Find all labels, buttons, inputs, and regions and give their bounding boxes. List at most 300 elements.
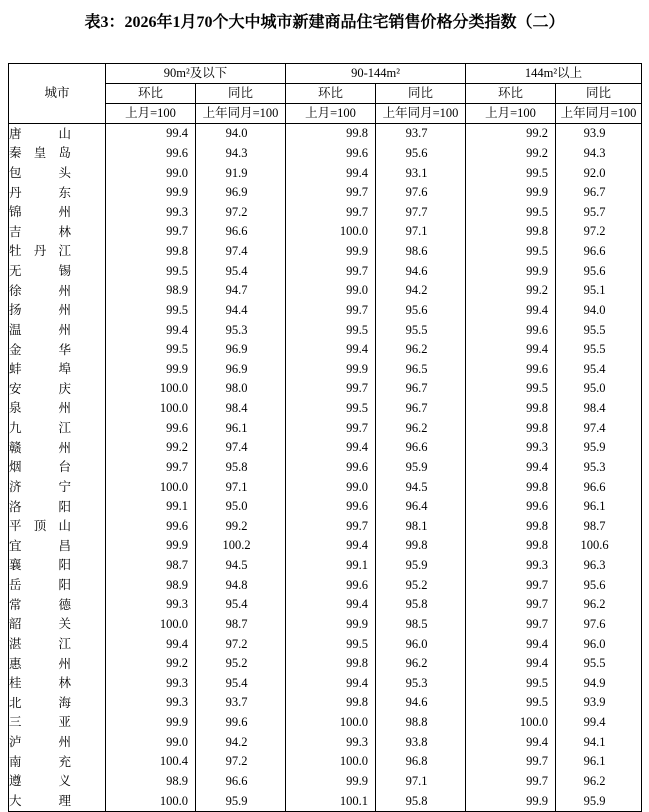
value-cell: 100.0 xyxy=(106,477,196,497)
city-cell xyxy=(9,556,106,576)
value-cell: 94.1 xyxy=(556,732,642,752)
city-name xyxy=(9,537,71,556)
city-name xyxy=(9,341,71,360)
value-cell: 99.7 xyxy=(286,261,376,281)
city-char: 牡 xyxy=(9,244,22,259)
value-cell: 99.8 xyxy=(466,418,556,438)
value-cell: 96.4 xyxy=(376,497,466,517)
city-char: 州 xyxy=(58,303,71,318)
table-row xyxy=(9,320,642,340)
city-name xyxy=(9,144,71,163)
city-name xyxy=(9,223,71,242)
value-cell: 99.5 xyxy=(106,261,196,281)
value-cell: 95.7 xyxy=(556,203,642,223)
value-cell: 92.0 xyxy=(556,163,642,183)
value-cell: 99.4 xyxy=(466,301,556,321)
city-char: 唐 xyxy=(9,126,22,141)
table-row xyxy=(9,261,642,281)
value-cell: 99.0 xyxy=(106,732,196,752)
city-char: 州 xyxy=(58,283,71,298)
city-char: 林 xyxy=(58,676,71,691)
city-char: 庆 xyxy=(58,381,71,396)
value-cell: 94.9 xyxy=(556,674,642,694)
city-char: 州 xyxy=(58,401,71,416)
city-cell xyxy=(9,320,106,340)
value-cell: 99.8 xyxy=(376,536,466,556)
city-char: 南 xyxy=(9,754,22,769)
city-cell xyxy=(9,418,106,438)
city-cell xyxy=(9,654,106,674)
city-name xyxy=(9,360,71,379)
value-cell: 99.7 xyxy=(106,222,196,242)
value-cell: 98.0 xyxy=(196,379,286,399)
value-cell: 99.6 xyxy=(106,418,196,438)
city-char: 山 xyxy=(58,126,71,141)
value-cell: 99.2 xyxy=(466,281,556,301)
value-cell: 96.7 xyxy=(376,399,466,419)
city-cell xyxy=(9,497,106,517)
table-row xyxy=(9,634,642,654)
value-cell: 96.2 xyxy=(556,772,642,792)
table-row xyxy=(9,575,642,595)
value-cell: 97.4 xyxy=(196,242,286,262)
city-char: 德 xyxy=(58,597,71,612)
city-name xyxy=(9,556,71,575)
value-cell: 97.4 xyxy=(556,418,642,438)
value-cell: 98.7 xyxy=(196,615,286,635)
value-cell: 98.5 xyxy=(376,615,466,635)
value-cell: 96.1 xyxy=(196,418,286,438)
city-name xyxy=(9,262,71,281)
value-cell: 95.3 xyxy=(556,458,642,478)
city-char: 阳 xyxy=(58,558,71,573)
city-name xyxy=(9,125,71,144)
sub-header-yoy: 同比 xyxy=(376,84,466,104)
value-cell: 99.9 xyxy=(286,615,376,635)
city-char: 韶 xyxy=(9,617,22,632)
value-cell: 95.4 xyxy=(196,674,286,694)
value-cell: 99.3 xyxy=(106,674,196,694)
table-row xyxy=(9,222,642,242)
city-char: 义 xyxy=(58,774,71,789)
table-row xyxy=(9,163,642,183)
value-cell: 99.7 xyxy=(466,595,556,615)
value-cell: 94.2 xyxy=(376,281,466,301)
value-cell: 99.3 xyxy=(466,556,556,576)
city-cell xyxy=(9,713,106,733)
value-cell: 99.2 xyxy=(106,654,196,674)
city-name xyxy=(9,772,71,791)
base-header-mom: 上月=100 xyxy=(286,104,376,124)
city-char: 林 xyxy=(58,224,71,239)
city-char: 安 xyxy=(9,381,22,396)
base-header-yoy: 上年同月=100 xyxy=(196,104,286,124)
city-cell xyxy=(9,634,106,654)
table-row xyxy=(9,124,642,144)
city-char: 北 xyxy=(9,695,22,710)
city-cell xyxy=(9,124,106,144)
city-name xyxy=(9,635,71,654)
value-cell: 95.6 xyxy=(556,261,642,281)
city-char: 丹 xyxy=(33,244,47,259)
value-cell: 99.8 xyxy=(286,124,376,144)
value-cell: 99.7 xyxy=(466,615,556,635)
value-cell: 94.4 xyxy=(196,301,286,321)
value-cell: 99.0 xyxy=(106,163,196,183)
city-cell xyxy=(9,203,106,223)
value-cell: 98.4 xyxy=(556,399,642,419)
city-char: 遵 xyxy=(9,774,22,789)
price-index-table xyxy=(8,63,642,812)
value-cell: 95.2 xyxy=(376,575,466,595)
table-row xyxy=(9,674,642,694)
value-cell: 94.0 xyxy=(556,301,642,321)
city-char: 九 xyxy=(9,421,22,435)
city-name xyxy=(9,164,71,183)
city-name xyxy=(9,713,71,732)
value-cell: 99.5 xyxy=(466,163,556,183)
value-cell: 100.0 xyxy=(106,379,196,399)
value-cell: 99.5 xyxy=(466,693,556,713)
city-char: 丹 xyxy=(9,185,22,200)
value-cell: 96.5 xyxy=(376,360,466,380)
city-char: 赣 xyxy=(9,440,22,455)
city-name xyxy=(9,498,71,517)
city-char: 襄 xyxy=(9,558,22,573)
value-cell: 99.6 xyxy=(106,144,196,164)
value-cell: 99.3 xyxy=(466,438,556,458)
value-cell: 100.2 xyxy=(196,536,286,556)
value-cell: 99.9 xyxy=(466,261,556,281)
value-cell: 95.5 xyxy=(376,320,466,340)
value-cell: 99.1 xyxy=(106,497,196,517)
table-row xyxy=(9,536,642,556)
value-cell: 96.6 xyxy=(556,477,642,497)
value-cell: 99.7 xyxy=(466,772,556,792)
value-cell: 95.6 xyxy=(376,144,466,164)
city-char: 江 xyxy=(58,244,71,259)
value-cell: 98.8 xyxy=(376,713,466,733)
value-cell: 99.4 xyxy=(466,634,556,654)
value-cell: 100.0 xyxy=(286,752,376,772)
value-cell: 99.6 xyxy=(286,144,376,164)
value-cell: 94.5 xyxy=(196,556,286,576)
value-cell: 99.4 xyxy=(466,340,556,360)
table-row xyxy=(9,183,642,203)
value-cell: 96.1 xyxy=(556,752,642,772)
group-header-90-below: 90m²及以下 xyxy=(106,64,286,84)
value-cell: 99.8 xyxy=(466,517,556,537)
table-row xyxy=(9,791,642,811)
value-cell: 94.5 xyxy=(376,477,466,497)
base-header-mom: 上月=100 xyxy=(466,104,556,124)
value-cell: 93.9 xyxy=(556,693,642,713)
value-cell: 93.7 xyxy=(376,124,466,144)
city-cell xyxy=(9,732,106,752)
city-name xyxy=(9,419,71,438)
value-cell: 96.2 xyxy=(556,595,642,615)
value-cell: 98.9 xyxy=(106,772,196,792)
value-cell: 99.5 xyxy=(466,242,556,262)
value-cell: 94.6 xyxy=(376,261,466,281)
city-name xyxy=(9,478,71,497)
value-cell: 99.4 xyxy=(466,732,556,752)
value-cell: 99.1 xyxy=(286,556,376,576)
value-cell: 99.9 xyxy=(106,183,196,203)
value-cell: 95.9 xyxy=(196,791,286,811)
city-char: 皇 xyxy=(33,146,47,161)
value-cell: 99.6 xyxy=(106,517,196,537)
city-char: 州 xyxy=(58,205,71,220)
value-cell: 96.0 xyxy=(376,634,466,654)
city-char: 亚 xyxy=(58,715,71,730)
value-cell: 99.8 xyxy=(286,654,376,674)
value-cell: 100.6 xyxy=(556,536,642,556)
city-char: 吉 xyxy=(9,224,22,239)
value-cell: 95.4 xyxy=(556,360,642,380)
value-cell: 99.0 xyxy=(286,281,376,301)
value-cell: 96.1 xyxy=(556,497,642,517)
value-cell: 99.7 xyxy=(286,183,376,203)
table-row xyxy=(9,458,642,478)
city-name xyxy=(9,301,71,320)
value-cell: 95.9 xyxy=(376,556,466,576)
value-cell: 99.5 xyxy=(466,203,556,223)
value-cell: 99.5 xyxy=(106,340,196,360)
value-cell: 94.8 xyxy=(196,575,286,595)
city-cell xyxy=(9,791,106,811)
value-cell: 99.3 xyxy=(286,732,376,752)
value-cell: 96.8 xyxy=(376,752,466,772)
city-char: 桂 xyxy=(9,676,22,691)
table-row xyxy=(9,281,642,301)
value-cell: 99.9 xyxy=(106,536,196,556)
value-cell: 96.6 xyxy=(196,772,286,792)
city-name xyxy=(9,458,71,477)
value-cell: 99.7 xyxy=(286,517,376,537)
value-cell: 95.6 xyxy=(376,301,466,321)
value-cell: 93.9 xyxy=(556,124,642,144)
value-cell: 99.0 xyxy=(286,477,376,497)
base-header-mom: 上月=100 xyxy=(106,104,196,124)
value-cell: 98.6 xyxy=(376,242,466,262)
city-cell xyxy=(9,222,106,242)
value-cell: 100.0 xyxy=(286,222,376,242)
city-char: 头 xyxy=(58,165,71,180)
city-name xyxy=(9,439,71,458)
table-row xyxy=(9,399,642,419)
city-char: 锡 xyxy=(58,264,71,278)
value-cell: 99.2 xyxy=(106,438,196,458)
value-cell: 99.8 xyxy=(466,222,556,242)
value-cell: 99.3 xyxy=(106,595,196,615)
table-row xyxy=(9,772,642,792)
value-cell: 99.4 xyxy=(286,438,376,458)
value-cell: 99.4 xyxy=(106,124,196,144)
column-header-city: 城市 xyxy=(9,64,106,124)
city-name xyxy=(9,655,71,674)
value-cell: 99.7 xyxy=(466,575,556,595)
value-cell: 96.2 xyxy=(376,654,466,674)
value-cell: 91.9 xyxy=(196,163,286,183)
value-cell: 99.7 xyxy=(286,301,376,321)
value-cell: 99.9 xyxy=(106,713,196,733)
base-header-yoy: 上年同月=100 xyxy=(556,104,642,124)
city-char: 州 xyxy=(58,322,71,337)
sub-header-yoy: 同比 xyxy=(556,84,642,104)
value-cell: 98.7 xyxy=(556,517,642,537)
city-char: 包 xyxy=(9,165,22,180)
city-name xyxy=(9,674,71,693)
value-cell: 99.6 xyxy=(466,320,556,340)
value-cell: 95.2 xyxy=(196,654,286,674)
value-cell: 97.6 xyxy=(376,183,466,203)
value-cell: 96.2 xyxy=(376,340,466,360)
city-name xyxy=(9,203,71,222)
city-cell xyxy=(9,399,106,419)
value-cell: 96.7 xyxy=(556,183,642,203)
value-cell: 97.2 xyxy=(196,634,286,654)
city-char: 平 xyxy=(9,519,22,534)
value-cell: 98.9 xyxy=(106,281,196,301)
value-cell: 99.2 xyxy=(466,144,556,164)
city-cell xyxy=(9,772,106,792)
value-cell: 99.4 xyxy=(106,634,196,654)
value-cell: 99.9 xyxy=(286,242,376,262)
city-char: 常 xyxy=(9,597,22,612)
city-name xyxy=(9,753,71,772)
city-char: 阳 xyxy=(58,499,71,514)
value-cell: 94.3 xyxy=(196,144,286,164)
sub-header-mom: 环比 xyxy=(466,84,556,104)
table-row xyxy=(9,144,642,164)
city-char: 昌 xyxy=(58,538,71,553)
city-cell xyxy=(9,281,106,301)
city-cell xyxy=(9,340,106,360)
city-char: 埠 xyxy=(58,362,71,377)
city-char: 徐 xyxy=(9,283,22,298)
value-cell: 99.9 xyxy=(286,772,376,792)
city-char: 金 xyxy=(9,342,22,357)
city-char: 无 xyxy=(9,264,22,278)
table-body xyxy=(9,124,642,812)
value-cell: 96.9 xyxy=(196,360,286,380)
city-char: 江 xyxy=(58,636,71,651)
table-row xyxy=(9,752,642,772)
city-char: 锦 xyxy=(9,205,22,220)
value-cell: 95.9 xyxy=(556,791,642,811)
city-name xyxy=(9,615,71,634)
table-header xyxy=(9,64,642,124)
value-cell: 97.2 xyxy=(196,752,286,772)
city-cell xyxy=(9,752,106,772)
value-cell: 99.8 xyxy=(466,399,556,419)
value-cell: 99.7 xyxy=(286,379,376,399)
value-cell: 99.5 xyxy=(286,634,376,654)
city-char: 泸 xyxy=(9,735,22,749)
value-cell: 96.9 xyxy=(196,340,286,360)
city-char: 蚌 xyxy=(9,362,22,377)
city-name xyxy=(9,694,71,713)
value-cell: 95.5 xyxy=(556,654,642,674)
value-cell: 99.5 xyxy=(466,379,556,399)
city-char: 宜 xyxy=(9,538,22,553)
city-char: 泉 xyxy=(9,401,22,416)
value-cell: 100.1 xyxy=(286,791,376,811)
city-char: 州 xyxy=(58,735,71,749)
value-cell: 98.7 xyxy=(106,556,196,576)
value-cell: 99.5 xyxy=(466,674,556,694)
group-header-90-144: 90-144m² xyxy=(286,64,466,84)
value-cell: 99.9 xyxy=(286,360,376,380)
city-char: 东 xyxy=(58,185,71,200)
value-cell: 94.0 xyxy=(196,124,286,144)
city-cell xyxy=(9,477,106,497)
value-cell: 93.8 xyxy=(376,732,466,752)
table-row xyxy=(9,379,642,399)
value-cell: 100.0 xyxy=(106,399,196,419)
value-cell: 95.4 xyxy=(196,261,286,281)
value-cell: 95.8 xyxy=(376,595,466,615)
city-cell xyxy=(9,379,106,399)
value-cell: 99.5 xyxy=(286,320,376,340)
value-cell: 99.8 xyxy=(106,242,196,262)
city-char: 宁 xyxy=(58,479,71,494)
value-cell: 98.1 xyxy=(376,517,466,537)
table-row xyxy=(9,595,642,615)
table-row xyxy=(9,242,642,262)
sub-header-mom: 环比 xyxy=(286,84,376,104)
city-char: 扬 xyxy=(9,303,22,318)
value-cell: 99.6 xyxy=(196,713,286,733)
value-cell: 97.7 xyxy=(376,203,466,223)
value-cell: 100.0 xyxy=(106,615,196,635)
sub-header-mom: 环比 xyxy=(106,84,196,104)
table-row xyxy=(9,203,642,223)
value-cell: 95.5 xyxy=(556,320,642,340)
value-cell: 99.3 xyxy=(106,203,196,223)
value-cell: 99.4 xyxy=(556,713,642,733)
value-cell: 99.6 xyxy=(466,497,556,517)
city-char: 洛 xyxy=(9,499,22,514)
city-char: 华 xyxy=(58,342,71,357)
city-cell xyxy=(9,163,106,183)
value-cell: 99.4 xyxy=(286,163,376,183)
city-char: 阳 xyxy=(58,578,71,592)
value-cell: 99.9 xyxy=(466,791,556,811)
value-cell: 99.3 xyxy=(106,693,196,713)
city-name xyxy=(9,576,71,595)
city-name xyxy=(9,282,71,301)
city-name xyxy=(9,517,71,536)
value-cell: 97.2 xyxy=(556,222,642,242)
table-row xyxy=(9,438,642,458)
base-header-yoy: 上年同月=100 xyxy=(376,104,466,124)
value-cell: 99.5 xyxy=(286,399,376,419)
value-cell: 99.9 xyxy=(106,360,196,380)
city-cell xyxy=(9,301,106,321)
city-name xyxy=(9,733,71,752)
city-cell xyxy=(9,595,106,615)
value-cell: 97.6 xyxy=(556,615,642,635)
value-cell: 99.6 xyxy=(286,497,376,517)
city-cell xyxy=(9,360,106,380)
table-row xyxy=(9,732,642,752)
city-name xyxy=(9,242,71,261)
city-name xyxy=(9,321,71,340)
city-cell xyxy=(9,536,106,556)
city-char: 关 xyxy=(58,617,71,632)
